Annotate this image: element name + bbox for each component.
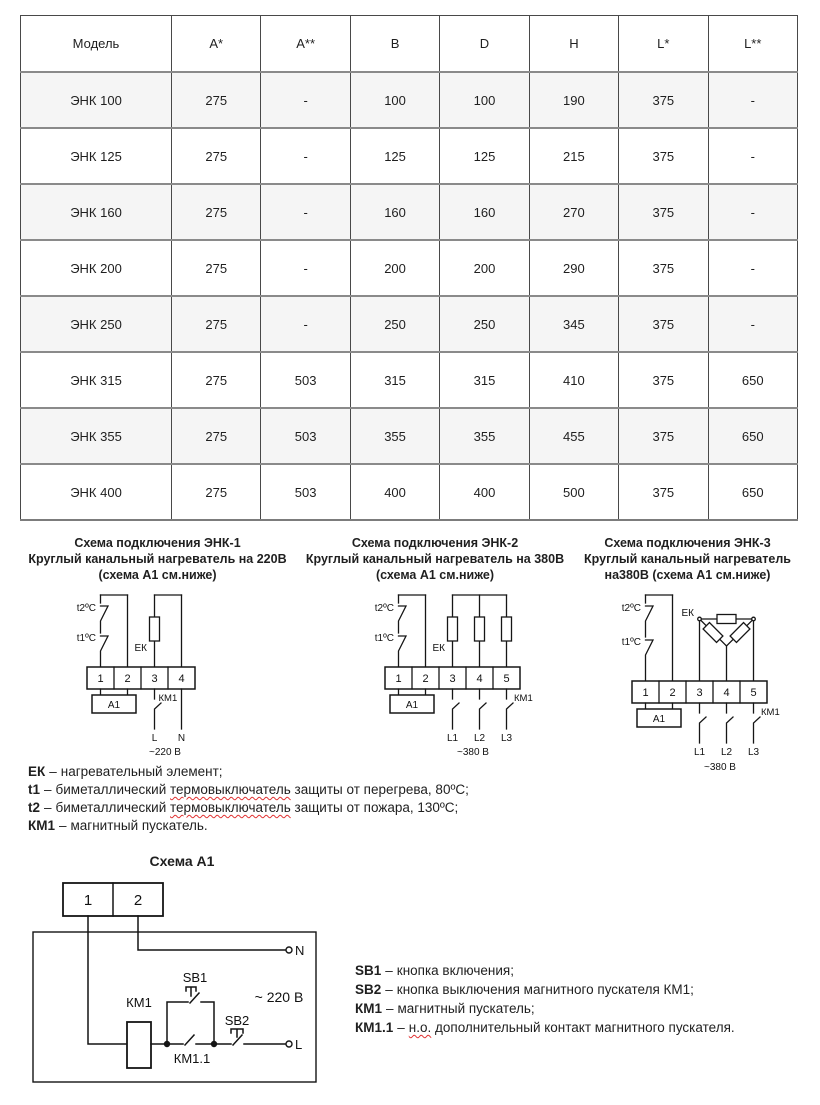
title-line: (схема А1 см.ниже) bbox=[375, 568, 495, 582]
schema-a1-drawing bbox=[32, 875, 332, 1087]
terminal-number: 3 bbox=[696, 687, 703, 699]
cell: - bbox=[708, 128, 797, 184]
diagram-enk3-title bbox=[575, 535, 800, 583]
cell: 375 bbox=[619, 72, 708, 128]
cell: 250 bbox=[350, 296, 439, 352]
col-header: L** bbox=[708, 16, 797, 73]
cell: 160 bbox=[350, 184, 439, 240]
km1-label: КМ1 bbox=[158, 693, 178, 704]
cell: ЭНК 125 bbox=[21, 128, 172, 184]
cell: ЭНК 355 bbox=[21, 408, 172, 464]
legend-text: магнитный пускатель. bbox=[70, 818, 208, 833]
cell: 503 bbox=[261, 408, 350, 464]
a1-label: А1 bbox=[405, 700, 419, 711]
col-header: Модель bbox=[21, 16, 172, 73]
cell: ЭНК 250 bbox=[21, 296, 172, 352]
cell: 275 bbox=[172, 128, 261, 184]
km1-label: КМ1 bbox=[514, 693, 533, 704]
legend-text: магнитный пускатель; bbox=[397, 1001, 535, 1016]
cell: 160 bbox=[440, 184, 529, 240]
legend-text: кнопка выключения магнитного пускателя КМ1; bbox=[396, 982, 694, 997]
cell: 345 bbox=[529, 296, 618, 352]
title-line: Схема подключения ЭНК-3 bbox=[604, 536, 771, 550]
legend-schema-a1 bbox=[355, 961, 735, 1037]
legend-key: КМ1 bbox=[28, 818, 55, 833]
cell: ЭНК 400 bbox=[21, 464, 172, 520]
cell: 275 bbox=[172, 72, 261, 128]
cell: 410 bbox=[529, 352, 618, 408]
enk1-schematic bbox=[55, 589, 205, 759]
heater-element bbox=[448, 617, 458, 641]
cell: 215 bbox=[529, 128, 618, 184]
l-terminal bbox=[286, 1041, 292, 1047]
diagram-enk3 bbox=[575, 535, 800, 775]
cell: 375 bbox=[619, 352, 708, 408]
legend-dash: – bbox=[59, 818, 67, 833]
cell: 200 bbox=[440, 240, 529, 296]
cell: 375 bbox=[619, 296, 708, 352]
legend-text: защиты от перегрева, 80ºС; bbox=[290, 782, 469, 797]
ek-label: ЕК bbox=[681, 608, 694, 619]
diagram-enk1 bbox=[20, 535, 295, 775]
legend-item bbox=[355, 961, 735, 980]
n-label: N bbox=[295, 943, 305, 958]
legend-text-wavy: н.о. bbox=[408, 1020, 432, 1035]
cell: 400 bbox=[350, 464, 439, 520]
schema-a1-section bbox=[32, 853, 332, 1087]
voltage-label: ~ 220 В bbox=[254, 989, 304, 1005]
line-label: L2 bbox=[720, 747, 733, 758]
diagram-enk1-title bbox=[20, 535, 295, 583]
legend-text: биметаллический bbox=[55, 800, 171, 815]
legend-text: кнопка включения; bbox=[396, 963, 514, 978]
connection-diagrams-row bbox=[20, 535, 800, 775]
col-header: A** bbox=[261, 16, 350, 73]
t1-label: t1ºC bbox=[621, 637, 641, 648]
cell: 375 bbox=[619, 464, 708, 520]
dimensions-table-wrap bbox=[20, 15, 798, 521]
cell: 315 bbox=[350, 352, 439, 408]
legend-text: биметаллический bbox=[55, 782, 171, 797]
delta-node bbox=[698, 617, 702, 621]
legend-item bbox=[355, 1018, 735, 1037]
terminal-number: 5 bbox=[503, 673, 510, 685]
cell: - bbox=[708, 72, 797, 128]
title-line: Схема подключения ЭНК-1 bbox=[74, 536, 241, 550]
legend-dash: – bbox=[44, 800, 52, 815]
cell: 400 bbox=[440, 464, 529, 520]
heater-element bbox=[730, 623, 750, 643]
legend-dash: – bbox=[49, 764, 57, 779]
table-row bbox=[21, 352, 798, 408]
enk2-schematic bbox=[353, 589, 538, 759]
cell: 125 bbox=[440, 128, 529, 184]
heater-element bbox=[150, 617, 160, 641]
cell: 275 bbox=[172, 184, 261, 240]
n-terminal bbox=[286, 947, 292, 953]
cell: 503 bbox=[261, 464, 350, 520]
dimensions-table bbox=[20, 15, 798, 521]
cell: 375 bbox=[619, 128, 708, 184]
title-line: Круглый канальный нагреватель на 220В bbox=[28, 552, 287, 566]
km1-label: КМ1 bbox=[126, 995, 152, 1010]
legend-item bbox=[28, 763, 469, 781]
terminal-number: 4 bbox=[178, 673, 185, 685]
cell: - bbox=[261, 296, 350, 352]
table-header-row bbox=[21, 16, 798, 73]
legend-text: нагревательный элемент; bbox=[60, 764, 223, 779]
sb2-label: SB2 bbox=[224, 1013, 250, 1028]
line-label: L1 bbox=[446, 733, 459, 744]
terminal-number: 4 bbox=[476, 673, 483, 685]
cell: - bbox=[261, 184, 350, 240]
cell: 500 bbox=[529, 464, 618, 520]
legend-key: SB1 bbox=[355, 963, 382, 978]
col-header: L* bbox=[619, 16, 708, 73]
terminal-number: 1 bbox=[395, 673, 402, 685]
cell: ЭНК 315 bbox=[21, 352, 172, 408]
legend-item bbox=[355, 980, 735, 999]
terminal-number: 1 bbox=[642, 687, 649, 699]
cell: 355 bbox=[440, 408, 529, 464]
table-row bbox=[21, 184, 798, 240]
legend-key: КМ1.1 bbox=[355, 1020, 394, 1035]
cell: 275 bbox=[172, 408, 261, 464]
cell: 100 bbox=[350, 72, 439, 128]
cell: ЭНК 160 bbox=[21, 184, 172, 240]
cell: 375 bbox=[619, 184, 708, 240]
diagram-enk2-title bbox=[295, 535, 575, 583]
table-row bbox=[21, 408, 798, 464]
cell: - bbox=[261, 128, 350, 184]
cell: ЭНК 200 bbox=[21, 240, 172, 296]
legend-key: SB2 bbox=[355, 982, 382, 997]
col-header: B bbox=[350, 16, 439, 73]
terminal-number: 2 bbox=[124, 673, 131, 685]
cell: 650 bbox=[708, 464, 797, 520]
cell: 455 bbox=[529, 408, 618, 464]
voltage-label: ~220 В bbox=[149, 747, 181, 758]
terminal-number: 4 bbox=[723, 687, 730, 699]
heater-element bbox=[717, 615, 736, 624]
title-line: на380В (схема А1 см.ниже) bbox=[604, 568, 771, 582]
cell: 275 bbox=[172, 296, 261, 352]
table-row bbox=[21, 296, 798, 352]
cell: 275 bbox=[172, 352, 261, 408]
cell: - bbox=[261, 72, 350, 128]
legend-key: t2 bbox=[28, 800, 41, 815]
legend-key: ЕК bbox=[28, 764, 46, 779]
t2-label: t2ºC bbox=[76, 603, 96, 614]
cell: 100 bbox=[440, 72, 529, 128]
cell: ЭНК 100 bbox=[21, 72, 172, 128]
legend-item bbox=[28, 817, 469, 835]
cell: 315 bbox=[440, 352, 529, 408]
legend-dash: – bbox=[44, 782, 52, 797]
km1-coil bbox=[127, 1022, 151, 1068]
cell: 270 bbox=[529, 184, 618, 240]
cell: 125 bbox=[350, 128, 439, 184]
table-row bbox=[21, 128, 798, 184]
terminal-number: 2 bbox=[422, 673, 429, 685]
legend-text-wavy: термовыключатель bbox=[170, 782, 291, 797]
table-row bbox=[21, 464, 798, 520]
terminal-number: 3 bbox=[449, 673, 456, 685]
col-header: D bbox=[440, 16, 529, 73]
cell: - bbox=[708, 296, 797, 352]
cell: 200 bbox=[350, 240, 439, 296]
terminal-number: 5 bbox=[750, 687, 757, 699]
line-label: L bbox=[151, 733, 158, 744]
cell: 275 bbox=[172, 240, 261, 296]
cell: - bbox=[261, 240, 350, 296]
a1-label: А1 bbox=[652, 714, 666, 725]
terminal-number: 3 bbox=[151, 673, 158, 685]
cell: 375 bbox=[619, 240, 708, 296]
legend-components bbox=[28, 763, 469, 835]
legend-item bbox=[355, 999, 735, 1018]
legend-item bbox=[28, 781, 469, 799]
line-label: L3 bbox=[747, 747, 760, 758]
cell: 355 bbox=[350, 408, 439, 464]
legend-dash: – bbox=[385, 963, 393, 978]
cell: 650 bbox=[708, 408, 797, 464]
title-line: Схема подключения ЭНК-2 bbox=[351, 536, 519, 550]
col-header: A* bbox=[172, 16, 261, 73]
km1-label: КМ1 bbox=[761, 707, 780, 718]
cell: - bbox=[708, 184, 797, 240]
line-label: N bbox=[177, 733, 186, 744]
heater-element bbox=[703, 623, 723, 643]
ek-label: ЕК bbox=[432, 643, 445, 654]
line-label: L3 bbox=[500, 733, 513, 744]
table-row bbox=[21, 240, 798, 296]
cell: 250 bbox=[440, 296, 529, 352]
t2-label: t2ºC bbox=[621, 603, 641, 614]
legend-text: защиты от пожара, 130ºС; bbox=[290, 800, 459, 815]
title-line: Круглый канальный нагреватель bbox=[584, 552, 791, 566]
a1-label: А1 bbox=[107, 700, 121, 711]
t1-label: t1ºC bbox=[76, 633, 96, 644]
sb1-label: SB1 bbox=[182, 970, 208, 985]
line-label: L1 bbox=[693, 747, 706, 758]
heater-element bbox=[502, 617, 512, 641]
legend-text-wavy: термовыключатель bbox=[170, 800, 291, 815]
voltage-label: ~380 В bbox=[704, 762, 736, 773]
terminal-number: 2 bbox=[133, 892, 143, 909]
legend-key: t1 bbox=[28, 782, 41, 797]
enk3-schematic bbox=[600, 589, 785, 775]
legend-dash: – bbox=[397, 1020, 405, 1035]
schema-a1-title: Схема А1 bbox=[149, 853, 215, 869]
table-row bbox=[21, 72, 798, 128]
diagram-enk2 bbox=[295, 535, 575, 775]
legend-item bbox=[28, 799, 469, 817]
cell: 503 bbox=[261, 352, 350, 408]
legend-key: КМ1 bbox=[355, 1001, 382, 1016]
title-line: Круглый канальный нагреватель на 380В bbox=[305, 552, 565, 566]
title-line: (схема А1 см.ниже) bbox=[98, 568, 217, 582]
voltage-label: ~380 В bbox=[457, 747, 489, 758]
cell: 290 bbox=[529, 240, 618, 296]
line-label: L2 bbox=[473, 733, 486, 744]
ek-label: ЕК bbox=[134, 643, 147, 654]
cell: 275 bbox=[172, 464, 261, 520]
heater-element bbox=[475, 617, 485, 641]
terminal-number: 1 bbox=[83, 892, 93, 909]
legend-dash: – bbox=[385, 982, 393, 997]
col-header: H bbox=[529, 16, 618, 73]
t1-label: t1ºC bbox=[374, 633, 394, 644]
legend-text: дополнительный контакт магнитного пускателя. bbox=[431, 1020, 735, 1035]
legend-dash: – bbox=[386, 1001, 394, 1016]
cell: 650 bbox=[708, 352, 797, 408]
cell: - bbox=[708, 240, 797, 296]
km11-label: КМ1.1 bbox=[173, 1051, 211, 1066]
cell: 190 bbox=[529, 72, 618, 128]
terminal-number: 2 bbox=[669, 687, 676, 699]
delta-node bbox=[752, 617, 756, 621]
t2-label: t2ºC bbox=[374, 603, 394, 614]
cell: 375 bbox=[619, 408, 708, 464]
l-label: L bbox=[295, 1037, 303, 1052]
terminal-number: 1 bbox=[97, 673, 104, 685]
